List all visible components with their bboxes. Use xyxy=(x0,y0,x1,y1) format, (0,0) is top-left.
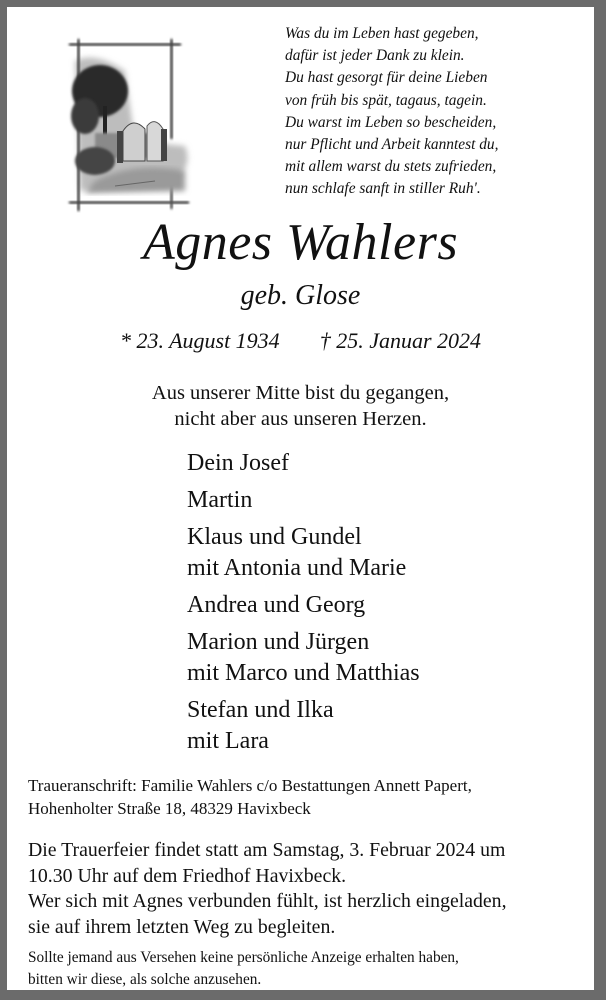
address-line: Hohenholter Straße 18, 48329 Havixbeck xyxy=(28,799,311,818)
family-line: Stefan und Ilka xyxy=(187,697,334,723)
closing-note xyxy=(28,947,459,991)
birth-date: * 23. August 1934 xyxy=(119,328,280,353)
family-group xyxy=(187,522,420,584)
poem-line: nur Pflicht und Arbeit kanntest du, xyxy=(285,136,499,154)
family-group xyxy=(187,695,420,757)
poem-line: nun schlafe sanft in stiller Ruh'. xyxy=(285,180,481,198)
family-line: Andrea und Georg xyxy=(187,592,366,618)
funeral-ceremony-info xyxy=(28,838,507,940)
family-group xyxy=(187,485,420,516)
note-line: Sollte jemand aus Versehen keine persönliche Anzeige erhalten haben, xyxy=(28,949,459,966)
family-line: mit Marco und Matthias xyxy=(187,660,420,686)
note-line: bitten wir diese, als solche anzusehen. xyxy=(28,971,262,988)
ceremony-line: Wer sich mit Agnes verbunden fühlt, ist herzlich eingeladen, xyxy=(28,890,507,912)
life-dates xyxy=(7,326,594,356)
family-line: mit Lara xyxy=(187,728,269,754)
ceremony-line: Die Trauerfeier findet statt am Samstag, 3. Februar 2024 um xyxy=(28,839,506,861)
family-line: Dein Josef xyxy=(187,450,289,476)
obituary-notice xyxy=(7,7,594,990)
family-group xyxy=(187,448,420,479)
family-group xyxy=(187,590,420,621)
memorial-quote xyxy=(7,380,594,432)
ceremony-line: sie auf ihrem letzten Weg zu begleiten. xyxy=(28,915,336,938)
family-list xyxy=(187,448,420,763)
family-line: Klaus und Gundel xyxy=(187,524,362,550)
poem-line: von früh bis spät, tagaus, tagein. xyxy=(285,91,487,109)
mourning-address xyxy=(28,774,472,820)
address-line: Traueranschrift: Familie Wahlers c/o Bestattungen Annett Papert, xyxy=(28,776,472,795)
family-line: Martin xyxy=(187,487,253,513)
quote-line: Aus unserer Mitte bist du gegangen, xyxy=(151,382,450,404)
poem-line: Du hast gesorgt für deine Lieben xyxy=(285,69,488,87)
quote-line: nicht aber aus unseren Herzen. xyxy=(174,408,427,430)
family-line: mit Antonia und Marie xyxy=(187,555,407,581)
poem xyxy=(285,23,595,201)
death-date: † 25. Januar 2024 xyxy=(319,328,482,353)
family-line: Marion und Jürgen xyxy=(187,629,370,655)
poem-line: mit allem warst du stets zufrieden, xyxy=(285,158,497,176)
poem-line: dafür ist jeder Dank zu klein. xyxy=(285,47,465,65)
garden-gate-illustration-icon xyxy=(55,21,205,213)
family-group xyxy=(187,627,420,689)
birth-name: geb. Glose xyxy=(240,280,361,311)
ceremony-line: 10.30 Uhr auf dem Friedhof Havixbeck. xyxy=(28,864,347,887)
deceased-name: Agnes Wahlers xyxy=(142,214,459,271)
poem-line: Was du im Leben hast gegeben, xyxy=(285,25,479,42)
poem-line: Du warst im Leben so bescheiden, xyxy=(285,113,497,131)
